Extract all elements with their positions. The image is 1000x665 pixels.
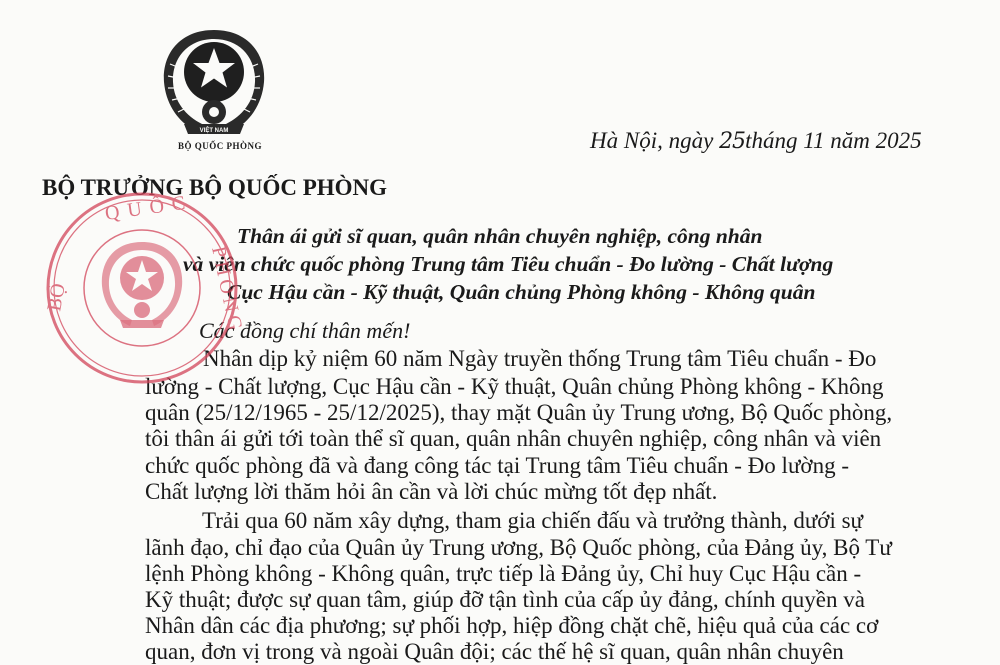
body-line: Nhân dịp kỷ niệm 60 năm Ngày truyền thống Trung tâm Tiêu chuẩn - Đo (203, 346, 877, 371)
official-stamp (43, 190, 248, 386)
subject-line: Thân ái gửi sĩ quan, quân nhân chuyên nghiệp, công nhân (237, 224, 763, 248)
subject-line: Cục Hậu cần - Kỹ thuật, Quân chủng Phòng không - Không quân (227, 280, 816, 304)
date-line (590, 128, 922, 154)
issuer-title: BỘ TRƯỞNG BỘ QUỐC PHÒNG (42, 175, 388, 200)
body-line: Kỹ thuật; được sự quan tâm, giúp đỡ tận tình của cấp ủy đảng, chính quyền và (145, 587, 865, 612)
body-line: Chất lượng lời thăm hỏi ân cần và lời chúc mừng tốt đẹp nhất. (145, 479, 718, 504)
body-line: lường - Chất lượng, Cục Hậu cần - Kỹ thuật, Quân chủng Phòng không - Không (145, 374, 884, 399)
date-day-handwritten: 25 (719, 129, 746, 154)
body-line: tôi thân ái gửi tới toàn thể sĩ quan, quân nhân chuyên nghiệp, công nhân và viên (145, 426, 882, 451)
body-line: quân (25/12/1965 - 25/12/2025), thay mặt Quân ủy Trung ương, Bộ Quốc phòng, (145, 400, 893, 425)
stamp-text-left: BỘ (43, 281, 70, 313)
date-suffix: tháng 11 năm 2025 (745, 128, 922, 153)
stamp-text-right: PHÒNG (207, 244, 248, 337)
national-emblem (158, 24, 270, 142)
body-line: lệnh Phòng không - Không quân, trực tiếp là Đảng ủy, Chỉ huy Cục Hậu cần - (145, 561, 862, 586)
stamp-text-top: QUỐC (103, 190, 195, 225)
salutation: Các đồng chí thân mến! (199, 318, 411, 343)
emblem-ribbon-text: VIỆT NAM (199, 128, 229, 134)
subject-line: và viên chức quốc phòng Trung tâm Tiêu chuẩn - Đo lường - Chất lượng (183, 252, 834, 276)
emblem-caption: BỘ QUỐC PHÒNG (178, 141, 263, 151)
body-line: lãnh đạo, chỉ đạo của Quân ủy Trung ương, Bộ Quốc phòng, của Đảng ủy, Bộ Tư (145, 535, 892, 560)
body-line: Trải qua 60 năm xây dựng, tham gia chiến đấu và trưởng thành, dưới sự (202, 508, 864, 533)
date-prefix: Hà Nội, ngày (590, 128, 714, 153)
body-line: quan, đơn vị trong và ngoài Quân đội; các thế hệ sĩ quan, quân nhân chuyên (145, 639, 844, 664)
body-line: chức quốc phòng đã và đang công tác tại Trung tâm Tiêu chuẩn - Đo lường - (145, 453, 849, 478)
body-line: Nhân dân các địa phương; sự phối hợp, hiệp đồng chặt chẽ, hiệu quả của các cơ (145, 613, 879, 638)
